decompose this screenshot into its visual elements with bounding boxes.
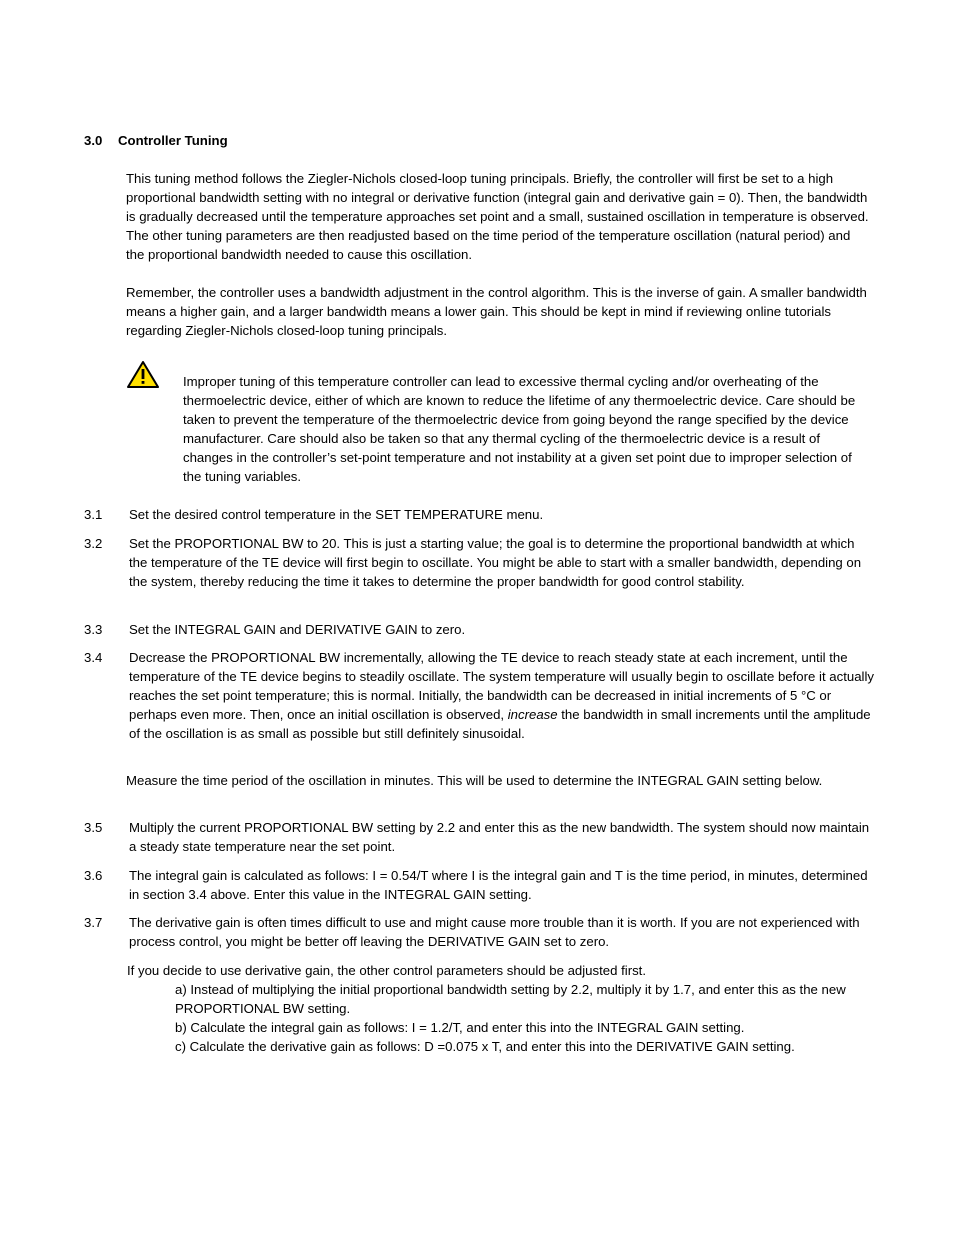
section-title: Controller Tuning (118, 133, 228, 148)
intro-paragraph-1: This tuning method follows the Ziegler-Nichols closed-loop tuning principals. Briefly, the controller will first be set to a high proportional bandwidth setting with no integral or derivative function (integral gain and derivative gain = 0). Then, the bandwidth is gradually decreased until the temperature approaches set point and a small, sustained oscillation in temperature is observed. The other tuning parameters are then readjusted based on the time period of the temperature oscillation (natural period) and the proportional bandwidth needed to cause this oscillation. (126, 171, 869, 262)
step-3-2 (84, 534, 874, 591)
step-number: 3.4 (84, 650, 103, 665)
step-3-7 (84, 913, 874, 951)
section-number: 3.0 (84, 133, 103, 148)
step-3-3 (84, 620, 874, 639)
step-text: Set the desired control temperature in the SET TEMPERATURE menu. (129, 507, 544, 522)
step-3-4 (84, 648, 874, 743)
step-text: The derivative gain is often times difficult to use and might cause more trouble than it is worth. If you are not experienced with process control, you might be better off leaving the DERIVATIVE GAIN set to zero. (129, 915, 860, 949)
intro-paragraph-2: Remember, the controller uses a bandwidth adjustment in the control algorithm. This is the inverse of gain. A smaller bandwidth means a higher gain, and a larger bandwidth means a lower gain. This should be kept in mind if reviewing online tutorials regarding Ziegler-Nichols closed-loop tuning principals. (126, 285, 867, 338)
step-3-1 (84, 505, 874, 524)
step-3-6 (84, 866, 874, 904)
step-number: 3.5 (84, 820, 103, 835)
step-number: 3.7 (84, 915, 103, 930)
warning-text: Improper tuning of this temperature controller can lead to excessive thermal cycling and/or overheating of the thermoelectric device, either of which are known to reduce the lifetime of any thermoelectric device. Care should be taken to prevent the temperature of the thermoelectric device from going beyond the range specified by the device manufacturer. Care should also be taken so that any thermal cycling of the thermoelectric device is a result of changes in the controller’s set-point temperature and not instability at a given set point due to improper selection of the tuning variables. (183, 374, 856, 484)
step-text: Set the INTEGRAL GAIN and DERIVATIVE GAIN to zero. (129, 622, 466, 637)
step-text: Multiply the current PROPORTIONAL BW setting by 2.2 and enter this as the new bandwidth. The system should now maintain a steady state temperature near the set point. (129, 820, 870, 854)
sub-step-b: b) Calculate the integral gain as follows: I = 1.2/T, and enter this into the INTEGRAL GAIN setting. (175, 1020, 745, 1035)
sub-step-a: a) Instead of multiplying the initial proportional bandwidth setting by 2.2, multiply it by 1.7, and enter this as the new PROPORTIONAL BW setting. (175, 982, 846, 1016)
sub-steps (175, 980, 875, 1056)
step-number: 3.1 (84, 507, 103, 522)
warning-triangle-icon (126, 360, 160, 390)
measure-note: Measure the time period of the oscillation in minutes. This will be used to determine the INTEGRAL GAIN setting below. (126, 773, 823, 788)
step-number: 3.6 (84, 868, 103, 883)
step-3-5 (84, 818, 874, 856)
step-number: 3.3 (84, 622, 103, 637)
step-text: Decrease the PROPORTIONAL BW incrementally, allowing the TE device to reach steady state at each increment, until the temperature of the TE device begins to steadily oscillate. The system temperature will usually begin to oscillate before it actually reaches the set point temperature; this is normal. Initially, the bandwidth can be decreased in initial increments of 5 °C or perhaps even more. Then, once an initial oscillation is observed, increase the bandwidth in small increments until the amplitude of the oscillation is as small as possible but still definitely sinusoidal. (129, 650, 874, 741)
step-number: 3.2 (84, 536, 103, 551)
step-text: Set the PROPORTIONAL BW to 20. This is just a starting value; the goal is to determine the proportional bandwidth at which the temperature of the TE device will first begin to oscillate. You might be able to start with a smaller bandwidth, depending on the system, thereby reducing the time it takes to determine the proper bandwidth for good control stability. (129, 536, 862, 589)
step-text: The integral gain is calculated as follows: I = 0.54/T where I is the integral gain and T is the time period, in minutes, determined in section 3.4 above. Enter this value in the INTEGRAL GAIN setting. (129, 868, 868, 902)
derivative-note: If you decide to use derivative gain, the other control parameters should be adjusted first. (127, 963, 647, 978)
sub-step-c: c) Calculate the derivative gain as follows: D =0.075 x T, and enter this into the DERIVATIVE GAIN setting. (175, 1039, 795, 1054)
section-heading (84, 131, 228, 150)
